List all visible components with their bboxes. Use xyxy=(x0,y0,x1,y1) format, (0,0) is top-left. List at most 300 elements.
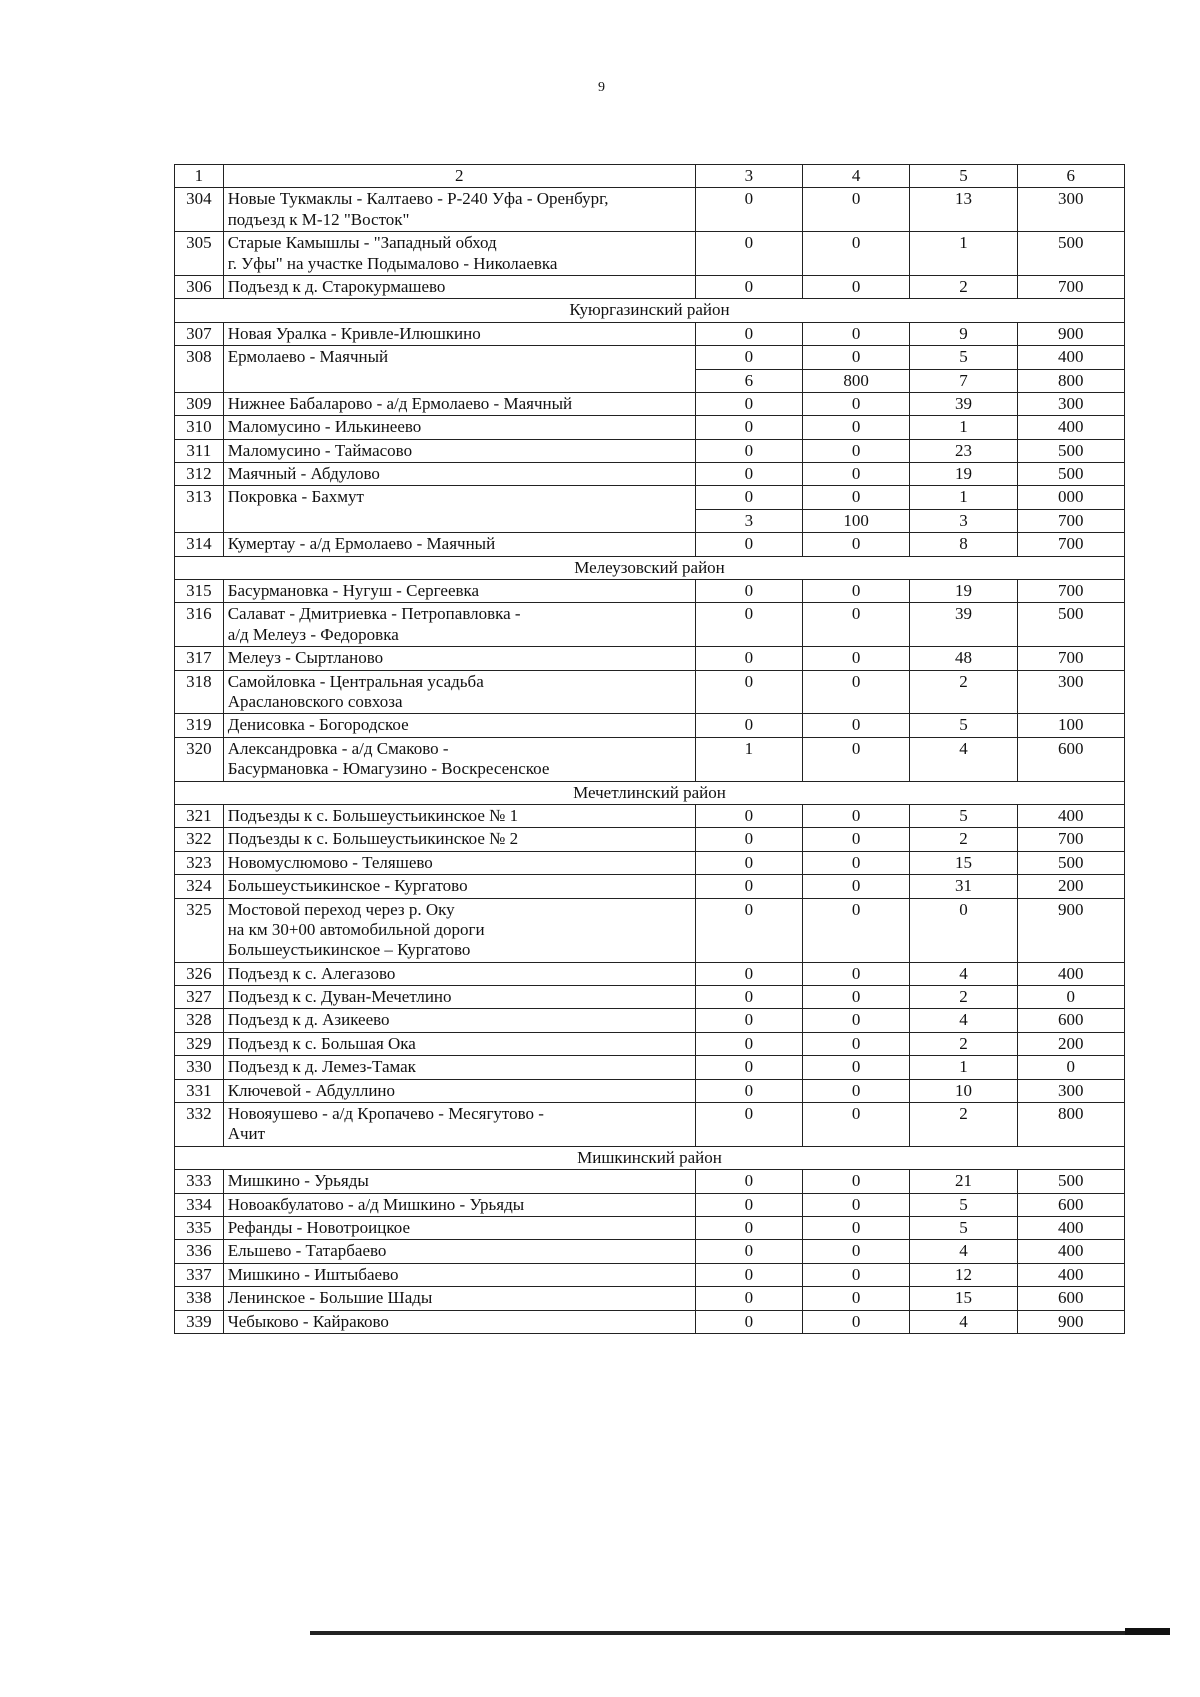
road-name xyxy=(223,1310,695,1333)
value-col-4: 0 xyxy=(802,1056,909,1079)
value-col-3: 0 xyxy=(695,851,802,874)
road-name xyxy=(223,1079,695,1102)
value-col-3: 0 xyxy=(695,828,802,851)
value-col-6: 900 xyxy=(1017,898,1124,962)
table-row xyxy=(175,1310,1125,1333)
road-name xyxy=(223,486,695,533)
value-col-3: 0 xyxy=(695,804,802,827)
table-row xyxy=(175,580,1125,603)
value-col-6: 800 xyxy=(1017,1103,1124,1147)
value-col-4: 0 xyxy=(802,828,909,851)
value-col-5: 4 xyxy=(910,1310,1017,1333)
value-col-3: 0 xyxy=(695,670,802,714)
value-col-6: 700 xyxy=(1017,647,1124,670)
value-col-6: 300 xyxy=(1017,392,1124,415)
value-col-3: 0 xyxy=(695,275,802,298)
value-col-6: 600 xyxy=(1017,737,1124,781)
road-name-line: Большеустьикинское – Кургатово xyxy=(227,940,471,960)
row-number: 323 xyxy=(175,851,224,874)
value-col-5: 2 xyxy=(910,275,1017,298)
row-number: 316 xyxy=(175,603,224,647)
value-col-5: 1 xyxy=(910,1056,1017,1079)
value-col-4: 0 xyxy=(802,533,909,556)
value-col-6: 400 xyxy=(1017,346,1124,369)
road-name xyxy=(223,962,695,985)
value-col-4: 0 xyxy=(802,851,909,874)
value-col-4: 0 xyxy=(802,188,909,232)
road-name-line: Нижнее Бабаларово - а/д Ермолаево - Маячный xyxy=(227,393,573,413)
district-heading-row xyxy=(175,1146,1125,1169)
column-number-5: 5 xyxy=(910,165,1017,188)
row-number: 320 xyxy=(175,737,224,781)
scan-edge-mark xyxy=(1125,1628,1170,1635)
row-number: 308 xyxy=(175,346,224,393)
value-col-3: 0 xyxy=(695,486,802,509)
value-col-5: 2 xyxy=(910,986,1017,1009)
value-col-5: 2 xyxy=(910,1103,1017,1147)
value-col-5: 2 xyxy=(910,828,1017,851)
road-name-line: Самойловка - Центральная усадьба xyxy=(227,671,484,691)
value-col-5: 4 xyxy=(910,962,1017,985)
road-name-line: Подъезды к с. Большеустьикинское № 1 xyxy=(227,805,519,825)
value-col-3: 0 xyxy=(695,1032,802,1055)
road-name xyxy=(223,439,695,462)
road-name xyxy=(223,1240,695,1263)
road-name-line: Мишкино - Иштыбаево xyxy=(227,1264,399,1284)
road-name xyxy=(223,1009,695,1032)
value-col-4: 0 xyxy=(802,1170,909,1193)
row-number: 312 xyxy=(175,463,224,486)
value-col-4: 0 xyxy=(802,1032,909,1055)
value-col-6: 000 xyxy=(1017,486,1124,509)
value-col-4: 0 xyxy=(802,898,909,962)
column-number-2: 2 xyxy=(223,165,695,188)
table-row xyxy=(175,603,1125,647)
road-name xyxy=(223,986,695,1009)
value-col-4: 0 xyxy=(802,647,909,670)
road-name xyxy=(223,416,695,439)
value-col-3: 0 xyxy=(695,1287,802,1310)
value-col-4: 0 xyxy=(802,232,909,276)
value-col-4: 0 xyxy=(802,603,909,647)
road-name-line: Большеустьикинское - Кургатово xyxy=(227,876,468,896)
road-name-line: Мелеуз - Сыртланово xyxy=(227,648,384,668)
row-number: 337 xyxy=(175,1263,224,1286)
value-col-5: 19 xyxy=(910,463,1017,486)
road-name-line: Кумертау - а/д Ермолаево - Маячный xyxy=(227,534,496,554)
road-name-line: Басурмановка - Нугуш - Сергеевка xyxy=(227,581,480,601)
value-col-4: 0 xyxy=(802,392,909,415)
road-name-line: Ачит xyxy=(227,1124,266,1144)
road-name-line: Подъезд к с. Дуван-Мечетлино xyxy=(227,987,452,1007)
road-name xyxy=(223,737,695,781)
row-number: 331 xyxy=(175,1079,224,1102)
road-name-line: Подъезд к д. Азикеево xyxy=(227,1010,390,1030)
road-name xyxy=(223,828,695,851)
value-col-4: 0 xyxy=(802,670,909,714)
value-col-4: 800 xyxy=(802,369,909,392)
district-heading-row xyxy=(175,556,1125,579)
row-number: 318 xyxy=(175,670,224,714)
value-col-4: 0 xyxy=(802,804,909,827)
value-col-4: 0 xyxy=(802,1310,909,1333)
table-row xyxy=(175,1193,1125,1216)
district-heading-row xyxy=(175,781,1125,804)
road-name-line: Новая Уралка - Кривле-Илюшкино xyxy=(227,323,481,343)
value-col-5: 15 xyxy=(910,851,1017,874)
value-col-6: 400 xyxy=(1017,804,1124,827)
row-number: 315 xyxy=(175,580,224,603)
value-col-5: 21 xyxy=(910,1170,1017,1193)
road-name xyxy=(223,1193,695,1216)
value-col-3: 0 xyxy=(695,1009,802,1032)
road-name-line: Чебыково - Кайраково xyxy=(227,1311,389,1331)
value-col-3: 0 xyxy=(695,986,802,1009)
road-name xyxy=(223,851,695,874)
road-name xyxy=(223,1263,695,1286)
column-number-row xyxy=(175,165,1125,188)
value-col-6: 700 xyxy=(1017,509,1124,532)
road-name xyxy=(223,232,695,276)
row-number: 327 xyxy=(175,986,224,1009)
table-row xyxy=(175,1009,1125,1032)
value-col-3: 0 xyxy=(695,647,802,670)
table-row xyxy=(175,962,1125,985)
row-number: 328 xyxy=(175,1009,224,1032)
value-col-5: 31 xyxy=(910,875,1017,898)
road-name xyxy=(223,603,695,647)
value-col-4: 0 xyxy=(802,416,909,439)
value-col-3: 0 xyxy=(695,1310,802,1333)
value-col-5: 5 xyxy=(910,1216,1017,1239)
value-col-6: 100 xyxy=(1017,714,1124,737)
value-col-3: 0 xyxy=(695,416,802,439)
column-number-6: 6 xyxy=(1017,165,1124,188)
road-name-line: Новые Тукмаклы - Калтаево - Р-240 Уфа - Оренбург, xyxy=(227,189,609,209)
value-col-4: 0 xyxy=(802,986,909,1009)
road-name xyxy=(223,804,695,827)
value-col-4: 0 xyxy=(802,962,909,985)
table-row xyxy=(175,1263,1125,1286)
road-name xyxy=(223,1287,695,1310)
column-number-4: 4 xyxy=(802,165,909,188)
value-col-3: 0 xyxy=(695,232,802,276)
value-col-6: 200 xyxy=(1017,875,1124,898)
value-col-5: 2 xyxy=(910,670,1017,714)
value-col-3: 0 xyxy=(695,1240,802,1263)
roads-table xyxy=(174,164,1125,1334)
value-col-6: 700 xyxy=(1017,580,1124,603)
value-col-3: 0 xyxy=(695,392,802,415)
road-name xyxy=(223,1170,695,1193)
row-number: 304 xyxy=(175,188,224,232)
table-row xyxy=(175,486,1125,509)
value-col-6: 500 xyxy=(1017,439,1124,462)
value-col-5: 1 xyxy=(910,416,1017,439)
value-col-4: 0 xyxy=(802,1216,909,1239)
value-col-4: 0 xyxy=(802,1240,909,1263)
row-number: 339 xyxy=(175,1310,224,1333)
value-col-5: 5 xyxy=(910,714,1017,737)
value-col-4: 0 xyxy=(802,346,909,369)
road-name xyxy=(223,322,695,345)
district-heading-row xyxy=(175,299,1125,322)
table-row xyxy=(175,322,1125,345)
value-col-5: 9 xyxy=(910,322,1017,345)
road-name xyxy=(223,647,695,670)
value-col-3: 0 xyxy=(695,439,802,462)
road-name-line: Подъезд к д. Лемез-Тамак xyxy=(227,1057,416,1077)
value-col-5: 10 xyxy=(910,1079,1017,1102)
value-col-3: 0 xyxy=(695,714,802,737)
row-number: 322 xyxy=(175,828,224,851)
row-number: 324 xyxy=(175,875,224,898)
district-heading: Куюргазинский район xyxy=(175,299,1125,322)
value-col-6: 0 xyxy=(1017,1056,1124,1079)
value-col-5: 39 xyxy=(910,603,1017,647)
value-col-4: 100 xyxy=(802,509,909,532)
road-name-line: Мостовой переход через р. Оку xyxy=(227,899,455,919)
row-number: 309 xyxy=(175,392,224,415)
value-col-4: 0 xyxy=(802,322,909,345)
table-row xyxy=(175,804,1125,827)
road-name-line: на км 30+00 автомобильной дороги xyxy=(227,919,485,939)
district-heading: Мелеузовский район xyxy=(175,556,1125,579)
table-row xyxy=(175,714,1125,737)
value-col-5: 5 xyxy=(910,1193,1017,1216)
value-col-4: 0 xyxy=(802,1263,909,1286)
road-name-line: Денисовка - Богородское xyxy=(227,715,409,735)
value-col-5: 2 xyxy=(910,1032,1017,1055)
road-name-line: Маломусино - Илькинеево xyxy=(227,417,422,437)
value-col-6: 500 xyxy=(1017,603,1124,647)
value-col-4: 0 xyxy=(802,439,909,462)
road-name-line: Мишкино - Урьяды xyxy=(227,1171,369,1191)
table-row xyxy=(175,188,1125,232)
value-col-3: 0 xyxy=(695,603,802,647)
road-name xyxy=(223,714,695,737)
scan-edge-line xyxy=(310,1631,1170,1635)
row-number: 325 xyxy=(175,898,224,962)
road-name xyxy=(223,1056,695,1079)
value-col-5: 0 xyxy=(910,898,1017,962)
row-number: 314 xyxy=(175,533,224,556)
value-col-3: 0 xyxy=(695,322,802,345)
road-name-line: Маломусино - Таймасово xyxy=(227,440,413,460)
value-col-6: 400 xyxy=(1017,1240,1124,1263)
value-col-6: 800 xyxy=(1017,369,1124,392)
road-name-line: Рефанды - Новотроицкое xyxy=(227,1217,411,1237)
road-name xyxy=(223,275,695,298)
table-row xyxy=(175,1287,1125,1310)
row-number: 305 xyxy=(175,232,224,276)
row-number: 321 xyxy=(175,804,224,827)
value-col-3: 6 xyxy=(695,369,802,392)
roads-table-body xyxy=(175,165,1125,1334)
value-col-5: 39 xyxy=(910,392,1017,415)
row-number: 338 xyxy=(175,1287,224,1310)
value-col-6: 600 xyxy=(1017,1009,1124,1032)
value-col-5: 13 xyxy=(910,188,1017,232)
table-row xyxy=(175,1079,1125,1102)
value-col-4: 0 xyxy=(802,1287,909,1310)
road-name-line: Новояушево - а/д Кропачево - Месягутово - xyxy=(227,1104,544,1124)
value-col-6: 0 xyxy=(1017,986,1124,1009)
road-name xyxy=(223,898,695,962)
column-number-3: 3 xyxy=(695,165,802,188)
road-name-line: Новомуслюмово - Теляшево xyxy=(227,852,433,872)
value-col-4: 0 xyxy=(802,1079,909,1102)
row-number: 313 xyxy=(175,486,224,533)
value-col-3: 0 xyxy=(695,533,802,556)
value-col-6: 900 xyxy=(1017,322,1124,345)
road-name xyxy=(223,1216,695,1239)
value-col-5: 1 xyxy=(910,486,1017,509)
road-name-line: Ленинское - Большие Шады xyxy=(227,1288,433,1308)
value-col-6: 200 xyxy=(1017,1032,1124,1055)
value-col-5: 12 xyxy=(910,1263,1017,1286)
road-name-line: а/д Мелеуз - Федоровка xyxy=(227,624,399,644)
road-name-line: Старые Камышлы - "Западный обход xyxy=(227,233,497,253)
table-row xyxy=(175,828,1125,851)
value-col-3: 3 xyxy=(695,509,802,532)
value-col-5: 4 xyxy=(910,1240,1017,1263)
table-row xyxy=(175,851,1125,874)
value-col-4: 0 xyxy=(802,275,909,298)
value-col-6: 400 xyxy=(1017,1263,1124,1286)
road-name-line: Подъезды к с. Большеустьикинское № 2 xyxy=(227,829,519,849)
row-number: 319 xyxy=(175,714,224,737)
row-number: 329 xyxy=(175,1032,224,1055)
road-name-line: Подъезд к д. Старокурмашево xyxy=(227,276,446,296)
row-number: 332 xyxy=(175,1103,224,1147)
table-row xyxy=(175,439,1125,462)
value-col-5: 23 xyxy=(910,439,1017,462)
value-col-6: 400 xyxy=(1017,1216,1124,1239)
value-col-5: 5 xyxy=(910,346,1017,369)
road-name-line: Александровка - а/д Смаково - xyxy=(227,738,449,758)
road-name xyxy=(223,580,695,603)
value-col-6: 900 xyxy=(1017,1310,1124,1333)
row-number: 335 xyxy=(175,1216,224,1239)
value-col-6: 300 xyxy=(1017,1079,1124,1102)
value-col-6: 700 xyxy=(1017,533,1124,556)
value-col-6: 500 xyxy=(1017,851,1124,874)
value-col-4: 0 xyxy=(802,463,909,486)
value-col-3: 0 xyxy=(695,1079,802,1102)
row-number: 326 xyxy=(175,962,224,985)
road-name-line: Ельшево - Татарбаево xyxy=(227,1241,387,1261)
road-name-line: Маячный - Абдулово xyxy=(227,464,380,484)
row-number: 333 xyxy=(175,1170,224,1193)
value-col-3: 0 xyxy=(695,346,802,369)
road-name xyxy=(223,392,695,415)
row-number: 317 xyxy=(175,647,224,670)
value-col-3: 0 xyxy=(695,1170,802,1193)
value-col-5: 8 xyxy=(910,533,1017,556)
value-col-4: 0 xyxy=(802,875,909,898)
row-number: 330 xyxy=(175,1056,224,1079)
road-name-line: подъезд к М-12 "Восток" xyxy=(227,209,410,229)
value-col-6: 400 xyxy=(1017,416,1124,439)
value-col-4: 0 xyxy=(802,1193,909,1216)
value-col-6: 300 xyxy=(1017,188,1124,232)
value-col-4: 0 xyxy=(802,1009,909,1032)
table-row xyxy=(175,1216,1125,1239)
table-row xyxy=(175,1056,1125,1079)
value-col-6: 600 xyxy=(1017,1287,1124,1310)
road-name xyxy=(223,533,695,556)
value-col-4: 0 xyxy=(802,714,909,737)
value-col-6: 700 xyxy=(1017,275,1124,298)
value-col-5: 1 xyxy=(910,232,1017,276)
table-row xyxy=(175,875,1125,898)
value-col-6: 400 xyxy=(1017,962,1124,985)
road-name xyxy=(223,1032,695,1055)
page-number: 9 xyxy=(598,80,605,95)
value-col-3: 0 xyxy=(695,1263,802,1286)
value-col-3: 0 xyxy=(695,1216,802,1239)
value-col-6: 500 xyxy=(1017,232,1124,276)
row-number: 334 xyxy=(175,1193,224,1216)
road-name-line: Басурмановка - Юмагузино - Воскресенское xyxy=(227,759,550,779)
table-row xyxy=(175,232,1125,276)
value-col-3: 0 xyxy=(695,188,802,232)
value-col-3: 1 xyxy=(695,737,802,781)
table-row xyxy=(175,1103,1125,1147)
road-name xyxy=(223,1103,695,1147)
value-col-6: 600 xyxy=(1017,1193,1124,1216)
table-row xyxy=(175,533,1125,556)
road-name-line: Покровка - Бахмут xyxy=(227,487,364,507)
value-col-3: 0 xyxy=(695,898,802,962)
value-col-3: 0 xyxy=(695,1103,802,1147)
road-name xyxy=(223,875,695,898)
value-col-3: 0 xyxy=(695,1193,802,1216)
table-row xyxy=(175,275,1125,298)
value-col-4: 0 xyxy=(802,737,909,781)
table-row xyxy=(175,416,1125,439)
road-name-line: Подъезд к с. Алегазово xyxy=(227,963,396,983)
value-col-3: 0 xyxy=(695,875,802,898)
road-name-line: Ключевой - Абдуллино xyxy=(227,1080,396,1100)
value-col-4: 0 xyxy=(802,486,909,509)
value-col-4: 0 xyxy=(802,1103,909,1147)
table-row xyxy=(175,392,1125,415)
value-col-6: 500 xyxy=(1017,463,1124,486)
road-name xyxy=(223,463,695,486)
column-number-1: 1 xyxy=(175,165,224,188)
value-col-5: 15 xyxy=(910,1287,1017,1310)
road-name-line: Подъезд к с. Большая Ока xyxy=(227,1033,416,1053)
value-col-3: 0 xyxy=(695,580,802,603)
value-col-5: 19 xyxy=(910,580,1017,603)
row-number: 310 xyxy=(175,416,224,439)
row-number: 311 xyxy=(175,439,224,462)
table-row xyxy=(175,1240,1125,1263)
road-name xyxy=(223,346,695,393)
road-name-line: Араслановского совхоза xyxy=(227,691,403,711)
value-col-5: 7 xyxy=(910,369,1017,392)
road-name xyxy=(223,670,695,714)
district-heading: Мечетлинский район xyxy=(175,781,1125,804)
value-col-5: 3 xyxy=(910,509,1017,532)
value-col-5: 4 xyxy=(910,1009,1017,1032)
table-row xyxy=(175,346,1125,369)
value-col-6: 300 xyxy=(1017,670,1124,714)
road-name-line: Салават - Дмитриевка - Петропавловка - xyxy=(227,604,521,624)
table-row xyxy=(175,647,1125,670)
